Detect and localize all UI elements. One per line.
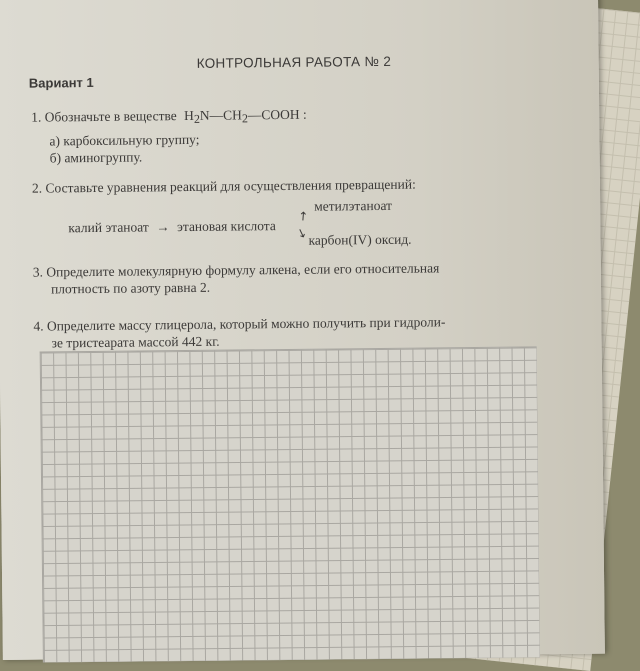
scheme-branch-up: метилэтаноат <box>314 197 393 214</box>
question-2-text: Составьте уравнения реакций для осуществления превращений: <box>45 176 416 196</box>
question-3-line-2: плотность по азоту равна 2. <box>50 279 211 297</box>
question-1-formula: H2N—CH2—COOH : <box>184 106 307 126</box>
question-2 <box>32 177 416 197</box>
question-3-number: 3. <box>32 264 44 280</box>
scheme-arrow-main: → <box>156 219 170 235</box>
scheme-start: калий этаноат <box>68 219 149 236</box>
scheme-branch-down: карбон(IV) оксид. <box>308 231 412 248</box>
question-1-text: Обозначьте в веществе <box>44 108 177 125</box>
page-title: КОНТРОЛЬНАЯ РАБОТА № 2 <box>196 53 392 71</box>
scheme-line <box>68 218 276 236</box>
scheme-arrow-up: ↗ <box>294 207 312 225</box>
scheme-middle: этановая кислота <box>176 218 276 235</box>
question-4 <box>33 314 445 334</box>
question-1-option-a: а) карбоксильную группу; <box>49 131 200 149</box>
scheme-arrow-down: ↘ <box>294 224 309 242</box>
question-3-line-1: Определите молекулярную формулу алкена, если его относительная <box>46 260 440 280</box>
variant-heading: Вариант 1 <box>28 74 94 91</box>
question-1 <box>31 107 307 126</box>
answer-grid[interactable] <box>40 346 540 662</box>
question-1-option-b: б) аминогруппу. <box>49 149 143 166</box>
question-3 <box>33 260 440 280</box>
question-2-number: 2. <box>31 180 43 196</box>
question-4-line-2: зе тристеарата массой 442 кг. <box>51 333 220 351</box>
question-4-number: 4. <box>33 318 44 334</box>
question-1-number: 1. <box>31 109 42 125</box>
question-4-line-1: Определите массу глицерола, который можно получить при гидроли- <box>46 314 446 334</box>
